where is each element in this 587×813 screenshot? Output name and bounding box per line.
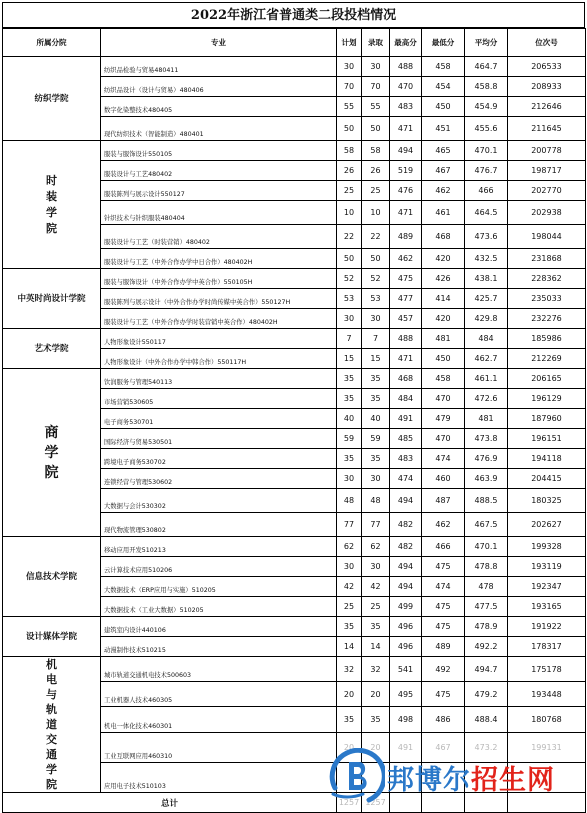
admit-cell: 35 bbox=[362, 389, 390, 409]
major-cell: 大数据技术（ERP应用与实施）510205 bbox=[101, 577, 337, 597]
plan-cell: 25 bbox=[337, 597, 362, 617]
rank-cell: 180768 bbox=[508, 707, 586, 732]
major-cell: 工业机器人技术460305 bbox=[101, 682, 337, 707]
rank-cell: 198717 bbox=[508, 161, 586, 181]
max-cell: 499 bbox=[390, 597, 422, 617]
college-cell: 设计媒体学院 bbox=[3, 617, 101, 657]
major-cell: 纺织品检验与贸易480411 bbox=[101, 57, 337, 77]
major-cell: 人物形象设计（中外合作办学中韩合作）550117H bbox=[101, 349, 337, 369]
rank-cell: 175178 bbox=[508, 657, 586, 682]
plan-cell: 10 bbox=[337, 201, 362, 225]
max-cell: 482 bbox=[390, 513, 422, 537]
min-cell: 474 bbox=[422, 577, 465, 597]
total-admit-cell: 1257 bbox=[362, 793, 390, 813]
major-cell: 市场营销530605 bbox=[101, 389, 337, 409]
max-cell: 468 bbox=[390, 369, 422, 389]
major-cell: 移动应用开发510213 bbox=[101, 537, 337, 557]
min-cell: 481 bbox=[422, 329, 465, 349]
major-cell: 机电一体化技术460301 bbox=[101, 707, 337, 732]
plan-cell: 62 bbox=[337, 537, 362, 557]
major-cell: 动漫制作技术510215 bbox=[101, 637, 337, 657]
admit-cell: 35 bbox=[362, 707, 390, 732]
avg-cell: 484 bbox=[465, 329, 508, 349]
major-cell: 大数据与会计530302 bbox=[101, 489, 337, 513]
avg-cell: 479.2 bbox=[465, 682, 508, 707]
max-cell: 489 bbox=[390, 225, 422, 249]
total-label: 总计 bbox=[3, 793, 337, 813]
min-cell: 487 bbox=[422, 489, 465, 513]
plan-cell: 42 bbox=[337, 577, 362, 597]
total-empty-cell bbox=[465, 793, 508, 813]
rank-cell: 202627 bbox=[508, 513, 586, 537]
major-cell: 跨境电子商务530702 bbox=[101, 449, 337, 469]
rank-cell: 199131 bbox=[508, 732, 586, 762]
plan-cell: 50 bbox=[337, 249, 362, 269]
min-cell: 414 bbox=[422, 289, 465, 309]
table-row bbox=[3, 369, 586, 389]
plan-cell: 52 bbox=[337, 269, 362, 289]
admit-cell: 52 bbox=[362, 269, 390, 289]
rank-cell: 178317 bbox=[508, 637, 586, 657]
admit-cell: 48 bbox=[362, 489, 390, 513]
plan-cell: 25 bbox=[337, 181, 362, 201]
header-college: 所属分院 bbox=[3, 29, 101, 57]
major-cell: 电子商务530701 bbox=[101, 409, 337, 429]
max-cell: 475 bbox=[390, 269, 422, 289]
table-row bbox=[3, 537, 586, 557]
avg-cell: 455.6 bbox=[465, 117, 508, 141]
max-cell: 491 bbox=[390, 732, 422, 762]
max-cell: 541 bbox=[390, 657, 422, 682]
admit-cell: 35 bbox=[362, 617, 390, 637]
min-cell: 450 bbox=[422, 349, 465, 369]
avg-cell: 494.7 bbox=[465, 657, 508, 682]
header-min: 最低分 bbox=[422, 29, 465, 57]
max-cell: 457 bbox=[390, 309, 422, 329]
admit-cell: 26 bbox=[362, 161, 390, 181]
plan-cell: 77 bbox=[337, 513, 362, 537]
admit-cell: 22 bbox=[362, 225, 390, 249]
avg-cell: 481 bbox=[465, 409, 508, 429]
rank-cell: 187960 bbox=[508, 409, 586, 429]
plan-cell: 70 bbox=[337, 77, 362, 97]
max-cell bbox=[390, 762, 422, 792]
max-cell: 495 bbox=[390, 682, 422, 707]
max-cell: 519 bbox=[390, 161, 422, 181]
min-cell: 486 bbox=[422, 707, 465, 732]
min-cell: 467 bbox=[422, 161, 465, 181]
min-cell: 450 bbox=[422, 97, 465, 117]
admit-cell: 30 bbox=[362, 557, 390, 577]
admit-cell: 58 bbox=[362, 141, 390, 161]
plan-cell: 20 bbox=[337, 732, 362, 762]
header-rank: 位次号 bbox=[508, 29, 586, 57]
min-cell: 474 bbox=[422, 449, 465, 469]
avg-cell: 473.8 bbox=[465, 429, 508, 449]
avg-cell: 432.5 bbox=[465, 249, 508, 269]
avg-cell: 463.9 bbox=[465, 469, 508, 489]
max-cell: 474 bbox=[390, 469, 422, 489]
avg-cell bbox=[465, 762, 508, 792]
plan-cell: 50 bbox=[337, 117, 362, 141]
college-cell: 信息技术学院 bbox=[3, 537, 101, 617]
rank-cell: 204415 bbox=[508, 469, 586, 489]
max-cell: 494 bbox=[390, 557, 422, 577]
max-cell: 476 bbox=[390, 181, 422, 201]
min-cell: 458 bbox=[422, 369, 465, 389]
plan-cell: 30 bbox=[337, 309, 362, 329]
min-cell: 475 bbox=[422, 682, 465, 707]
rank-cell: 193165 bbox=[508, 597, 586, 617]
rank-cell: 180325 bbox=[508, 489, 586, 513]
college-cell: 中英时尚设计学院 bbox=[3, 269, 101, 329]
min-cell: 470 bbox=[422, 389, 465, 409]
college-cell: 商学院 bbox=[3, 369, 101, 537]
admit-cell: 50 bbox=[362, 249, 390, 269]
total-empty-cell bbox=[422, 793, 465, 813]
min-cell: 420 bbox=[422, 309, 465, 329]
admit-cell: 25 bbox=[362, 597, 390, 617]
max-cell: 488 bbox=[390, 329, 422, 349]
table-row bbox=[3, 141, 586, 161]
major-cell: 服装设计与工艺（中外合作办学时装营销中英合作）480402H bbox=[101, 309, 337, 329]
table-row bbox=[3, 657, 586, 682]
min-cell: 451 bbox=[422, 117, 465, 141]
rank-cell: 202770 bbox=[508, 181, 586, 201]
rank-cell: 193448 bbox=[508, 682, 586, 707]
admit-cell: 20 bbox=[362, 682, 390, 707]
plan-cell: 55 bbox=[337, 97, 362, 117]
min-cell: 426 bbox=[422, 269, 465, 289]
rank-cell: 208933 bbox=[508, 77, 586, 97]
max-cell: 482 bbox=[390, 537, 422, 557]
table-row bbox=[3, 617, 586, 637]
college-cell: 艺术学院 bbox=[3, 329, 101, 369]
admit-cell: 59 bbox=[362, 429, 390, 449]
rank-cell: 191922 bbox=[508, 617, 586, 637]
table-row bbox=[3, 329, 586, 349]
min-cell: 479 bbox=[422, 409, 465, 429]
admit-cell: 77 bbox=[362, 513, 390, 537]
min-cell: 489 bbox=[422, 637, 465, 657]
major-cell: 现代物流管理530802 bbox=[101, 513, 337, 537]
plan-cell: 7 bbox=[337, 329, 362, 349]
major-cell: 国际经济与贸易530501 bbox=[101, 429, 337, 449]
min-cell: 462 bbox=[422, 181, 465, 201]
rank-cell: 231868 bbox=[508, 249, 586, 269]
min-cell: 475 bbox=[422, 557, 465, 577]
rank-cell: 192347 bbox=[508, 577, 586, 597]
avg-cell: 488.4 bbox=[465, 707, 508, 732]
plan-cell: 35 bbox=[337, 369, 362, 389]
table-row bbox=[3, 269, 586, 289]
rank-cell: 202938 bbox=[508, 201, 586, 225]
table-row bbox=[3, 57, 586, 77]
avg-cell: 488.5 bbox=[465, 489, 508, 513]
major-cell: 数字化染整技术480405 bbox=[101, 97, 337, 117]
rank-cell: 206165 bbox=[508, 369, 586, 389]
avg-cell: 478.8 bbox=[465, 557, 508, 577]
header-plan: 计划 bbox=[337, 29, 362, 57]
plan-cell: 32 bbox=[337, 657, 362, 682]
admit-cell: 30 bbox=[362, 57, 390, 77]
min-cell: 468 bbox=[422, 225, 465, 249]
header-max: 最高分 bbox=[390, 29, 422, 57]
rank-cell: 198044 bbox=[508, 225, 586, 249]
major-cell: 服装与服饰设计（中外合作办学中英合作）550105H bbox=[101, 269, 337, 289]
header-row bbox=[3, 29, 586, 57]
max-cell: 488 bbox=[390, 57, 422, 77]
plan-cell bbox=[337, 762, 362, 792]
plan-cell: 26 bbox=[337, 161, 362, 181]
plan-cell: 58 bbox=[337, 141, 362, 161]
max-cell: 485 bbox=[390, 429, 422, 449]
rank-cell: 196129 bbox=[508, 389, 586, 409]
max-cell: 496 bbox=[390, 617, 422, 637]
college-cell: 时装学院 bbox=[3, 141, 101, 269]
avg-cell: 466 bbox=[465, 181, 508, 201]
admit-cell: 35 bbox=[362, 449, 390, 469]
rank-cell: 212646 bbox=[508, 97, 586, 117]
admit-cell: 14 bbox=[362, 637, 390, 657]
plan-cell: 30 bbox=[337, 469, 362, 489]
avg-cell: 478 bbox=[465, 577, 508, 597]
watermark-text-part2: 招生网 bbox=[471, 765, 555, 796]
max-cell: 462 bbox=[390, 249, 422, 269]
avg-cell: 473.6 bbox=[465, 225, 508, 249]
total-empty-cell bbox=[390, 793, 422, 813]
table-title: 2022年浙江省普通类二段投档情况 bbox=[2, 2, 585, 28]
plan-cell: 22 bbox=[337, 225, 362, 249]
major-cell: 云计算技术应用510206 bbox=[101, 557, 337, 577]
avg-cell: 492.2 bbox=[465, 637, 508, 657]
admit-cell: 20 bbox=[362, 732, 390, 762]
plan-cell: 30 bbox=[337, 57, 362, 77]
major-cell: 应用电子技术510103 bbox=[101, 762, 337, 792]
admit-cell: 55 bbox=[362, 97, 390, 117]
max-cell: 494 bbox=[390, 489, 422, 513]
min-cell: 475 bbox=[422, 597, 465, 617]
max-cell: 483 bbox=[390, 449, 422, 469]
major-cell: 现代纺织技术（智能制造）480401 bbox=[101, 117, 337, 141]
plan-cell: 35 bbox=[337, 707, 362, 732]
header-admit: 录取 bbox=[362, 29, 390, 57]
min-cell: 462 bbox=[422, 513, 465, 537]
plan-cell: 59 bbox=[337, 429, 362, 449]
header-major: 专业 bbox=[101, 29, 337, 57]
rank-cell: 196151 bbox=[508, 429, 586, 449]
major-cell: 工业互联网应用460310 bbox=[101, 732, 337, 762]
avg-cell: 429.8 bbox=[465, 309, 508, 329]
avg-cell: 462.7 bbox=[465, 349, 508, 369]
major-cell: 饮润服务与管理540113 bbox=[101, 369, 337, 389]
min-cell: 475 bbox=[422, 617, 465, 637]
max-cell: 483 bbox=[390, 97, 422, 117]
rank-cell: 206533 bbox=[508, 57, 586, 77]
major-cell: 服装设计与工艺（时装营销）480402 bbox=[101, 225, 337, 249]
total-plan-cell: 1257 bbox=[337, 793, 362, 813]
plan-cell: 20 bbox=[337, 682, 362, 707]
max-cell: 498 bbox=[390, 707, 422, 732]
major-cell: 针织技术与针织服装480404 bbox=[101, 201, 337, 225]
avg-cell: 477.5 bbox=[465, 597, 508, 617]
max-cell: 471 bbox=[390, 117, 422, 141]
min-cell: 454 bbox=[422, 77, 465, 97]
max-cell: 470 bbox=[390, 77, 422, 97]
max-cell: 477 bbox=[390, 289, 422, 309]
major-cell: 大数据技术（工业大数据）510205 bbox=[101, 597, 337, 617]
admit-cell: 53 bbox=[362, 289, 390, 309]
avg-cell: 425.7 bbox=[465, 289, 508, 309]
max-cell: 496 bbox=[390, 637, 422, 657]
min-cell: 492 bbox=[422, 657, 465, 682]
plan-cell: 30 bbox=[337, 557, 362, 577]
admit-cell: 62 bbox=[362, 537, 390, 557]
avg-cell: 476.9 bbox=[465, 449, 508, 469]
rank-cell: 199328 bbox=[508, 537, 586, 557]
rank-cell: 194118 bbox=[508, 449, 586, 469]
admit-cell: 10 bbox=[362, 201, 390, 225]
admit-cell: 7 bbox=[362, 329, 390, 349]
major-cell: 人物形象设计550117 bbox=[101, 329, 337, 349]
max-cell: 484 bbox=[390, 389, 422, 409]
watermark-text-part1: 邦博尔 bbox=[387, 765, 471, 796]
min-cell: 466 bbox=[422, 537, 465, 557]
min-cell: 420 bbox=[422, 249, 465, 269]
admit-cell: 40 bbox=[362, 409, 390, 429]
avg-cell: 470.1 bbox=[465, 141, 508, 161]
college-cell: 机电与轨道交通学院 bbox=[3, 657, 101, 793]
plan-cell: 53 bbox=[337, 289, 362, 309]
major-cell: 服装陈列与展示设计550127 bbox=[101, 181, 337, 201]
rank-cell: 193119 bbox=[508, 557, 586, 577]
plan-cell: 15 bbox=[337, 349, 362, 369]
avg-cell: 470.1 bbox=[465, 537, 508, 557]
plan-cell: 35 bbox=[337, 617, 362, 637]
college-cell: 纺织学院 bbox=[3, 57, 101, 141]
min-cell: 461 bbox=[422, 201, 465, 225]
admit-cell: 15 bbox=[362, 349, 390, 369]
rank-cell: 211645 bbox=[508, 117, 586, 141]
document-page bbox=[2, 2, 585, 808]
admit-cell: 30 bbox=[362, 309, 390, 329]
avg-cell: 467.5 bbox=[465, 513, 508, 537]
rank-cell: 212269 bbox=[508, 349, 586, 369]
avg-cell: 461.1 bbox=[465, 369, 508, 389]
major-cell: 纺织品设计（设计与贸易）480406 bbox=[101, 77, 337, 97]
plan-cell: 35 bbox=[337, 389, 362, 409]
avg-cell: 472.6 bbox=[465, 389, 508, 409]
avg-cell: 464.7 bbox=[465, 57, 508, 77]
min-cell: 470 bbox=[422, 429, 465, 449]
min-cell bbox=[422, 762, 465, 792]
admit-cell: 70 bbox=[362, 77, 390, 97]
rank-cell bbox=[508, 762, 586, 792]
plan-cell: 35 bbox=[337, 449, 362, 469]
avg-cell: 476.7 bbox=[465, 161, 508, 181]
major-cell: 服装设计与工艺480402 bbox=[101, 161, 337, 181]
max-cell: 494 bbox=[390, 577, 422, 597]
admit-cell: 35 bbox=[362, 369, 390, 389]
avg-cell: 473.2 bbox=[465, 732, 508, 762]
admit-cell: 50 bbox=[362, 117, 390, 141]
rank-cell: 232276 bbox=[508, 309, 586, 329]
avg-cell: 464.5 bbox=[465, 201, 508, 225]
admit-cell: 42 bbox=[362, 577, 390, 597]
admission-table bbox=[2, 28, 586, 813]
min-cell: 458 bbox=[422, 57, 465, 77]
major-cell: 建筑室内设计440106 bbox=[101, 617, 337, 637]
admit-cell bbox=[362, 762, 390, 792]
max-cell: 471 bbox=[390, 349, 422, 369]
admit-cell: 30 bbox=[362, 469, 390, 489]
plan-cell: 40 bbox=[337, 409, 362, 429]
avg-cell: 438.1 bbox=[465, 269, 508, 289]
min-cell: 460 bbox=[422, 469, 465, 489]
avg-cell: 478.9 bbox=[465, 617, 508, 637]
rank-cell: 200778 bbox=[508, 141, 586, 161]
max-cell: 491 bbox=[390, 409, 422, 429]
min-cell: 467 bbox=[422, 732, 465, 762]
min-cell: 465 bbox=[422, 141, 465, 161]
major-cell: 服装设计与工艺（中外合作办学中日合作）480402H bbox=[101, 249, 337, 269]
rank-cell: 185986 bbox=[508, 329, 586, 349]
rank-cell: 235033 bbox=[508, 289, 586, 309]
major-cell: 连锁经营与管理530602 bbox=[101, 469, 337, 489]
total-empty-cell bbox=[508, 793, 586, 813]
total-row bbox=[3, 793, 586, 813]
admit-cell: 32 bbox=[362, 657, 390, 682]
major-cell: 服装陈列与展示设计（中外合作办学时尚传媒中英合作）550127H bbox=[101, 289, 337, 309]
major-cell: 城市轨道交通机电技术500603 bbox=[101, 657, 337, 682]
max-cell: 471 bbox=[390, 201, 422, 225]
plan-cell: 48 bbox=[337, 489, 362, 513]
avg-cell: 454.9 bbox=[465, 97, 508, 117]
avg-cell: 458.8 bbox=[465, 77, 508, 97]
plan-cell: 14 bbox=[337, 637, 362, 657]
rank-cell: 228362 bbox=[508, 269, 586, 289]
header-avg: 平均分 bbox=[465, 29, 508, 57]
major-cell: 服装与服饰设计550105 bbox=[101, 141, 337, 161]
max-cell: 494 bbox=[390, 141, 422, 161]
admit-cell: 25 bbox=[362, 181, 390, 201]
